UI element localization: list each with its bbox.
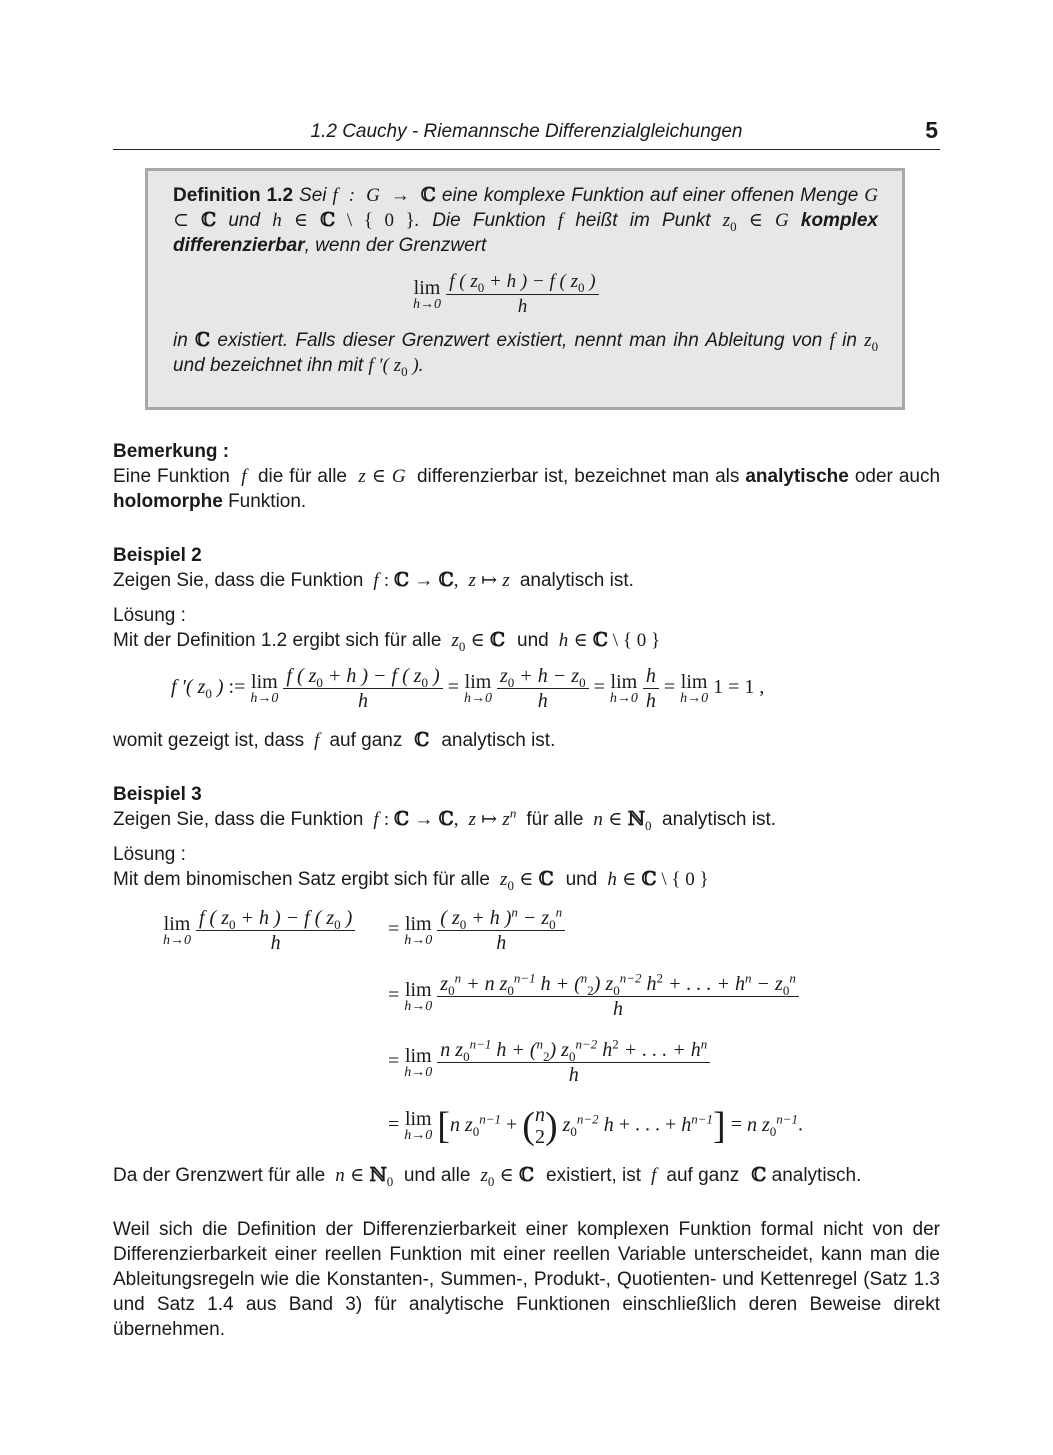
- definition-term: komplex differenzierbar: [173, 210, 878, 256]
- page: 1.2 Cauchy - Riemannsche Differenzialgleichungen 5 Definition 1.2 Sei f : G → ℂ eine komplexe Funktion auf einer offenen Menge G ⊂ ℂ und h ∈ ℂ \ { 0 }. Die Funktion f heißt im Punkt $z_0$ ∈ G komplex differenzierbar, wenn der Grenzwert lim h→0 $\frac{f ( z_0 + h ) - f ( z_0 )}{h}$ in ℂ existiert. Falls dieser Grenzwert existiert, nennt man ihn Ableitung von f in $z_0$ und bezeichnet ihn mit f ′( $z_0$ ). Bemerkung : Eine Funktion f die für alle z ∈ G differenzierbar ist, bezeichnet man als analytische oder auch holomorphe Funktion. Beispiel 2 Zeigen Sie, dass die Funktion f : ℂ → ℂ, z ↦ z analytisch ist. Lösung : Mit der Definition 1.2 ergibt sich für alle $z_0$ ∈ ℂ und h ∈ ℂ \ { 0 } f ′( $z_0$ ) := lim h→0 $\frac{f ( z_0 + h ) - f ( z_0 )}{h}$ = lim h→0 $\frac{z_0 + h - z_0}{h}$ = lim h→0 $\frac{h}{h}$ = lim h→0 1 = 1 , womit gezeigt ist, dass f auf ganz ℂ analytisch ist. Beispiel 3 Zeigen Sie, dass die Funktion f : ℂ → ℂ, z ↦ $z^n$ für alle n ∈ ℕ$_0$ analytisch ist. Lösung : Mit dem binomischen Satz ergibt sich für alle $z_0$ ∈ ℂ und h ∈ ℂ \ { 0 } lim h→0 $\frac{f ( z_0 + h ) - f ( z_0 )}{h}$ = lim h→0 $\frac{( z_0 + h )^n - z_0^n}{h}$ = lim h→0 $\frac{z_0^n + n z_0^{n-1} h + (^n_2) z_0^{n-2} h^2 + . . . + h^n - z_0^n}{h}$ = lim h→0 $\frac{n z_0^{n-1} h + (^n_2) z_0^{n-2} h^2 + . . . + h^n}{h}$ = lim h→0 [n $z_0^{n-1}$ + ( n 2 ) $z_0^{n-2}$ h + . . . + $h^{n-1}] = n$ $z_0^{n-1}$. Da der Grenzwert für alle n ∈ ℕ$_0$ und alle $z_0$ ∈ ℂ existiert, ist f auf ganz ℂ analytisch. Weil sich die Definition der Differenzierbarkeit einer komplexen Funktion formal nicht von der Differenzierbarkeit einer reellen Funktion mit einer reellen Variable unterscheidet, kann man die Ableitungsregeln wie die Konstanten-, Summen-, Produkt-, Quotienten- und Kettenregel (Satz 1.3 und Satz 1.4 aus Band 3) für analytische Funktionen einschließlich deren Beweise direkt übernehmen.: [113, 117, 941, 1340]
- example-3-section: [113, 782, 940, 892]
- remark-heading: Bemerkung :: [113, 441, 230, 462]
- section-title: 1.2 Cauchy - Riemannsche Differenzialgleichungen: [310, 121, 743, 142]
- example-3-heading: Beispiel 3: [113, 784, 202, 805]
- remark-text: Eine Funktion f die für alle z ∈ G differenzierbar ist, bezeichnet man als analytische oder auch holomorphe Funktion.: [113, 466, 941, 512]
- definition-text: Definition 1.2 Sei f : G → ℂ eine komplexe Funktion auf einer offenen Menge G ⊂ ℂ und h ∈ ℂ \ { 0 }. Die Funktion f heißt im Punkt $z_0$ ∈ G komplex differenzierbar, wenn der Grenzwert: [173, 184, 879, 256]
- remark-section: [113, 439, 940, 514]
- example-2-conclusion: womit gezeigt ist, dass f auf ganz ℂ analytisch ist.: [113, 729, 556, 751]
- example-3-solution-intro: Mit dem binomischen Satz ergibt sich für alle $z_0$ ∈ ℂ und h ∈ ℂ \ { 0 }: [113, 868, 709, 893]
- example-2-derivation: f ′( $z_0$ ) := lim h→0 $\frac{f ( z_0 + h ) - f ( z_0 )}{h}$ = lim h→0 $\frac{z_0 + h - z_0}{h}$ = lim h→0 $\frac{h}{h}$ = lim h→0 1 = 1 ,: [171, 665, 765, 712]
- closing-paragraph: Weil sich die Definition der Differenzierbarkeit einer komplexen Funktion formal nicht von der Differenzierbarkeit einer reellen Funktion mit einer reellen Variable unterscheidet, kann man die Ableitungsregeln wie die Konstanten-, Summen-, Produkt-, Quotienten- und Kettenregel (Satz 1.3 und Satz 1.4 aus Band 3) für analytische Funktionen einschließlich deren Beweise direkt übernehmen.: [113, 1219, 940, 1340]
- example-3-solution-label: Lösung :: [113, 844, 186, 865]
- page-number: 5: [925, 117, 938, 143]
- running-header: [113, 117, 940, 150]
- example-2-section: [113, 543, 940, 653]
- example-2-solution-intro: Mit der Definition 1.2 ergibt sich für alle $z_0$ ∈ ℂ und h ∈ ℂ \ { 0 }: [113, 629, 661, 654]
- example-2-heading: Beispiel 2: [113, 545, 202, 566]
- definition-box: [145, 168, 905, 410]
- definition-text-2: in ℂ existiert. Falls dieser Grenzwert existiert, nennt man ihn Ableitung von f in $z_0$ und bezeichnet ihn mit f ′( $z_0$ ).: [173, 329, 879, 379]
- example-2-task: Zeigen Sie, dass die Funktion f : ℂ → ℂ, z ↦ z analytisch ist.: [113, 569, 634, 591]
- example-3-task: Zeigen Sie, dass die Funktion f : ℂ → ℂ, z ↦ $z^n$ für alle n ∈ ℕ$_0$ analytisch ist.: [113, 805, 777, 833]
- definition-label: Definition 1.2: [173, 185, 294, 206]
- example-2-solution-label: Lösung :: [113, 605, 186, 626]
- example-3-conclusion: Da der Grenzwert für alle n ∈ ℕ$_0$ und alle $z_0$ ∈ ℂ existiert, ist f auf ganz ℂ analytisch.: [113, 1164, 862, 1189]
- definition-limit-formula: lim h→0 $\frac{f ( z_0 + h ) - f ( z_0 )}{h}$: [173, 258, 878, 328]
